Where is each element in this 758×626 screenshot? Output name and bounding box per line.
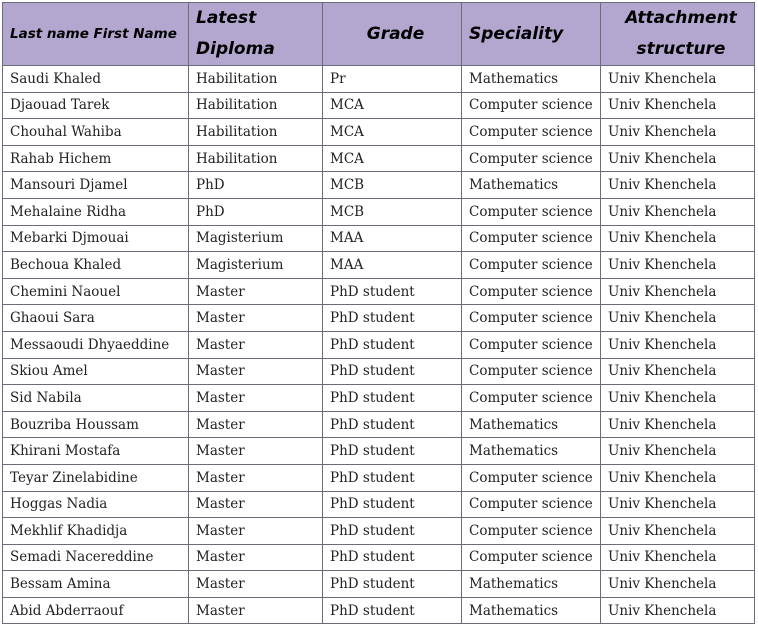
cell-attachment: Univ Khenchela — [601, 571, 755, 598]
cell-attachment: Univ Khenchela — [601, 331, 755, 358]
cell-speciality: Computer science — [462, 464, 601, 491]
cell-grade: PhD student — [323, 491, 462, 518]
table-row — [3, 597, 755, 624]
cell-diploma: PhD — [189, 172, 323, 199]
header-diploma — [189, 3, 323, 66]
cell-attachment: Univ Khenchela — [601, 225, 755, 252]
cell-grade: PhD student — [323, 518, 462, 545]
cell-diploma: Master — [189, 385, 323, 412]
cell-speciality: Mathematics — [462, 597, 601, 624]
cell-speciality: Computer science — [462, 518, 601, 545]
cell-name: Khirani Mostafa — [3, 438, 189, 465]
cell-speciality: Computer science — [462, 145, 601, 172]
cell-grade: Pr — [323, 66, 462, 93]
cell-speciality: Mathematics — [462, 438, 601, 465]
table-row — [3, 571, 755, 598]
cell-name: Djaouad Tarek — [3, 92, 189, 119]
cell-attachment: Univ Khenchela — [601, 438, 755, 465]
table-row — [3, 225, 755, 252]
header-grade — [323, 3, 462, 66]
table-body — [3, 66, 755, 624]
cell-diploma: Habilitation — [189, 145, 323, 172]
cell-diploma: Master — [189, 331, 323, 358]
cell-attachment: Univ Khenchela — [601, 305, 755, 332]
cell-attachment: Univ Khenchela — [601, 491, 755, 518]
cell-speciality: Mathematics — [462, 66, 601, 93]
cell-speciality: Mathematics — [462, 571, 601, 598]
header-speciality — [462, 3, 601, 66]
cell-speciality: Computer science — [462, 385, 601, 412]
cell-diploma: Master — [189, 544, 323, 571]
cell-name: Saudi Khaled — [3, 66, 189, 93]
cell-attachment: Univ Khenchela — [601, 358, 755, 385]
cell-attachment: Univ Khenchela — [601, 172, 755, 199]
cell-attachment: Univ Khenchela — [601, 66, 755, 93]
cell-attachment: Univ Khenchela — [601, 385, 755, 412]
cell-grade: MAA — [323, 225, 462, 252]
cell-speciality: Computer science — [462, 491, 601, 518]
cell-name: Rahab Hichem — [3, 145, 189, 172]
cell-attachment: Univ Khenchela — [601, 518, 755, 545]
cell-diploma: Master — [189, 358, 323, 385]
cell-attachment: Univ Khenchela — [601, 464, 755, 491]
cell-name: Chouhal Wahiba — [3, 119, 189, 146]
cell-name: Messaoudi Dhyaeddine — [3, 331, 189, 358]
cell-attachment: Univ Khenchela — [601, 198, 755, 225]
cell-diploma: Master — [189, 278, 323, 305]
cell-diploma: Master — [189, 597, 323, 624]
header-attachment-label: Attachment structure — [625, 8, 737, 59]
cell-name: Ghaoui Sara — [3, 305, 189, 332]
cell-speciality: Computer science — [462, 119, 601, 146]
table-row — [3, 544, 755, 571]
cell-name: Teyar Zinelabidine — [3, 464, 189, 491]
cell-attachment: Univ Khenchela — [601, 278, 755, 305]
cell-grade: PhD student — [323, 411, 462, 438]
cell-speciality: Computer science — [462, 92, 601, 119]
cell-name: Sid Nabila — [3, 385, 189, 412]
header-grade-label: Grade — [366, 23, 425, 44]
header-name-label: Last name First Name — [10, 25, 177, 42]
table-row — [3, 252, 755, 279]
table-row — [3, 278, 755, 305]
table-row — [3, 119, 755, 146]
cell-grade: MCB — [323, 198, 462, 225]
cell-attachment: Univ Khenchela — [601, 92, 755, 119]
cell-speciality: Computer science — [462, 278, 601, 305]
cell-diploma: PhD — [189, 198, 323, 225]
cell-speciality: Computer science — [462, 225, 601, 252]
cell-diploma: Magisterium — [189, 252, 323, 279]
table-row — [3, 92, 755, 119]
cell-speciality: Computer science — [462, 358, 601, 385]
cell-name: Bouzriba Houssam — [3, 411, 189, 438]
cell-grade: PhD student — [323, 385, 462, 412]
cell-grade: MCA — [323, 145, 462, 172]
table-row — [3, 491, 755, 518]
cell-attachment: Univ Khenchela — [601, 411, 755, 438]
cell-name: Semadi Nacereddine — [3, 544, 189, 571]
table-row — [3, 385, 755, 412]
cell-name: Mansouri Djamel — [3, 172, 189, 199]
cell-name: Mebarki Djmouai — [3, 225, 189, 252]
cell-grade: PhD student — [323, 544, 462, 571]
cell-attachment: Univ Khenchela — [601, 544, 755, 571]
cell-speciality: Computer science — [462, 544, 601, 571]
header-speciality-label: Speciality — [469, 23, 564, 44]
cell-speciality: Computer science — [462, 252, 601, 279]
header-attachment — [601, 3, 755, 66]
table-header — [3, 3, 755, 66]
cell-attachment: Univ Khenchela — [601, 597, 755, 624]
cell-attachment: Univ Khenchela — [601, 252, 755, 279]
cell-diploma: Master — [189, 438, 323, 465]
table-row — [3, 198, 755, 225]
cell-speciality: Computer science — [462, 305, 601, 332]
cell-name: Bechoua Khaled — [3, 252, 189, 279]
cell-name: Skiou Amel — [3, 358, 189, 385]
cell-speciality: Mathematics — [462, 411, 601, 438]
cell-diploma: Master — [189, 571, 323, 598]
cell-diploma: Master — [189, 491, 323, 518]
cell-diploma: Master — [189, 518, 323, 545]
cell-grade: PhD student — [323, 358, 462, 385]
header-row — [3, 3, 755, 66]
table-row — [3, 172, 755, 199]
cell-diploma: Habilitation — [189, 66, 323, 93]
staff-table — [2, 2, 755, 624]
table-row — [3, 145, 755, 172]
cell-diploma: Habilitation — [189, 119, 323, 146]
table-row — [3, 66, 755, 93]
table-row — [3, 305, 755, 332]
cell-diploma: Habilitation — [189, 92, 323, 119]
cell-name: Bessam Amina — [3, 571, 189, 598]
cell-attachment: Univ Khenchela — [601, 145, 755, 172]
table-row — [3, 518, 755, 545]
cell-grade: PhD student — [323, 331, 462, 358]
cell-grade: PhD student — [323, 438, 462, 465]
cell-diploma: Master — [189, 464, 323, 491]
header-diploma-label: Latest Diploma — [196, 8, 275, 59]
cell-diploma: Master — [189, 411, 323, 438]
table-row — [3, 358, 755, 385]
cell-grade: PhD student — [323, 305, 462, 332]
cell-speciality: Computer science — [462, 198, 601, 225]
cell-diploma: Magisterium — [189, 225, 323, 252]
cell-name: Chemini Naouel — [3, 278, 189, 305]
table-row — [3, 438, 755, 465]
table-row — [3, 464, 755, 491]
cell-name: Abid Abderraouf — [3, 597, 189, 624]
cell-name: Hoggas Nadia — [3, 491, 189, 518]
cell-grade: PhD student — [323, 464, 462, 491]
cell-grade: MAA — [323, 252, 462, 279]
table-row — [3, 331, 755, 358]
cell-grade: MCB — [323, 172, 462, 199]
cell-grade: MCA — [323, 92, 462, 119]
cell-speciality: Mathematics — [462, 172, 601, 199]
cell-diploma: Master — [189, 305, 323, 332]
cell-grade: PhD student — [323, 571, 462, 598]
cell-grade: MCA — [323, 119, 462, 146]
cell-grade: PhD student — [323, 597, 462, 624]
cell-grade: PhD student — [323, 278, 462, 305]
cell-name: Mekhlif Khadidja — [3, 518, 189, 545]
header-name — [3, 3, 189, 66]
cell-attachment: Univ Khenchela — [601, 119, 755, 146]
cell-name: Mehalaine Ridha — [3, 198, 189, 225]
cell-speciality: Computer science — [462, 331, 601, 358]
table-row — [3, 411, 755, 438]
